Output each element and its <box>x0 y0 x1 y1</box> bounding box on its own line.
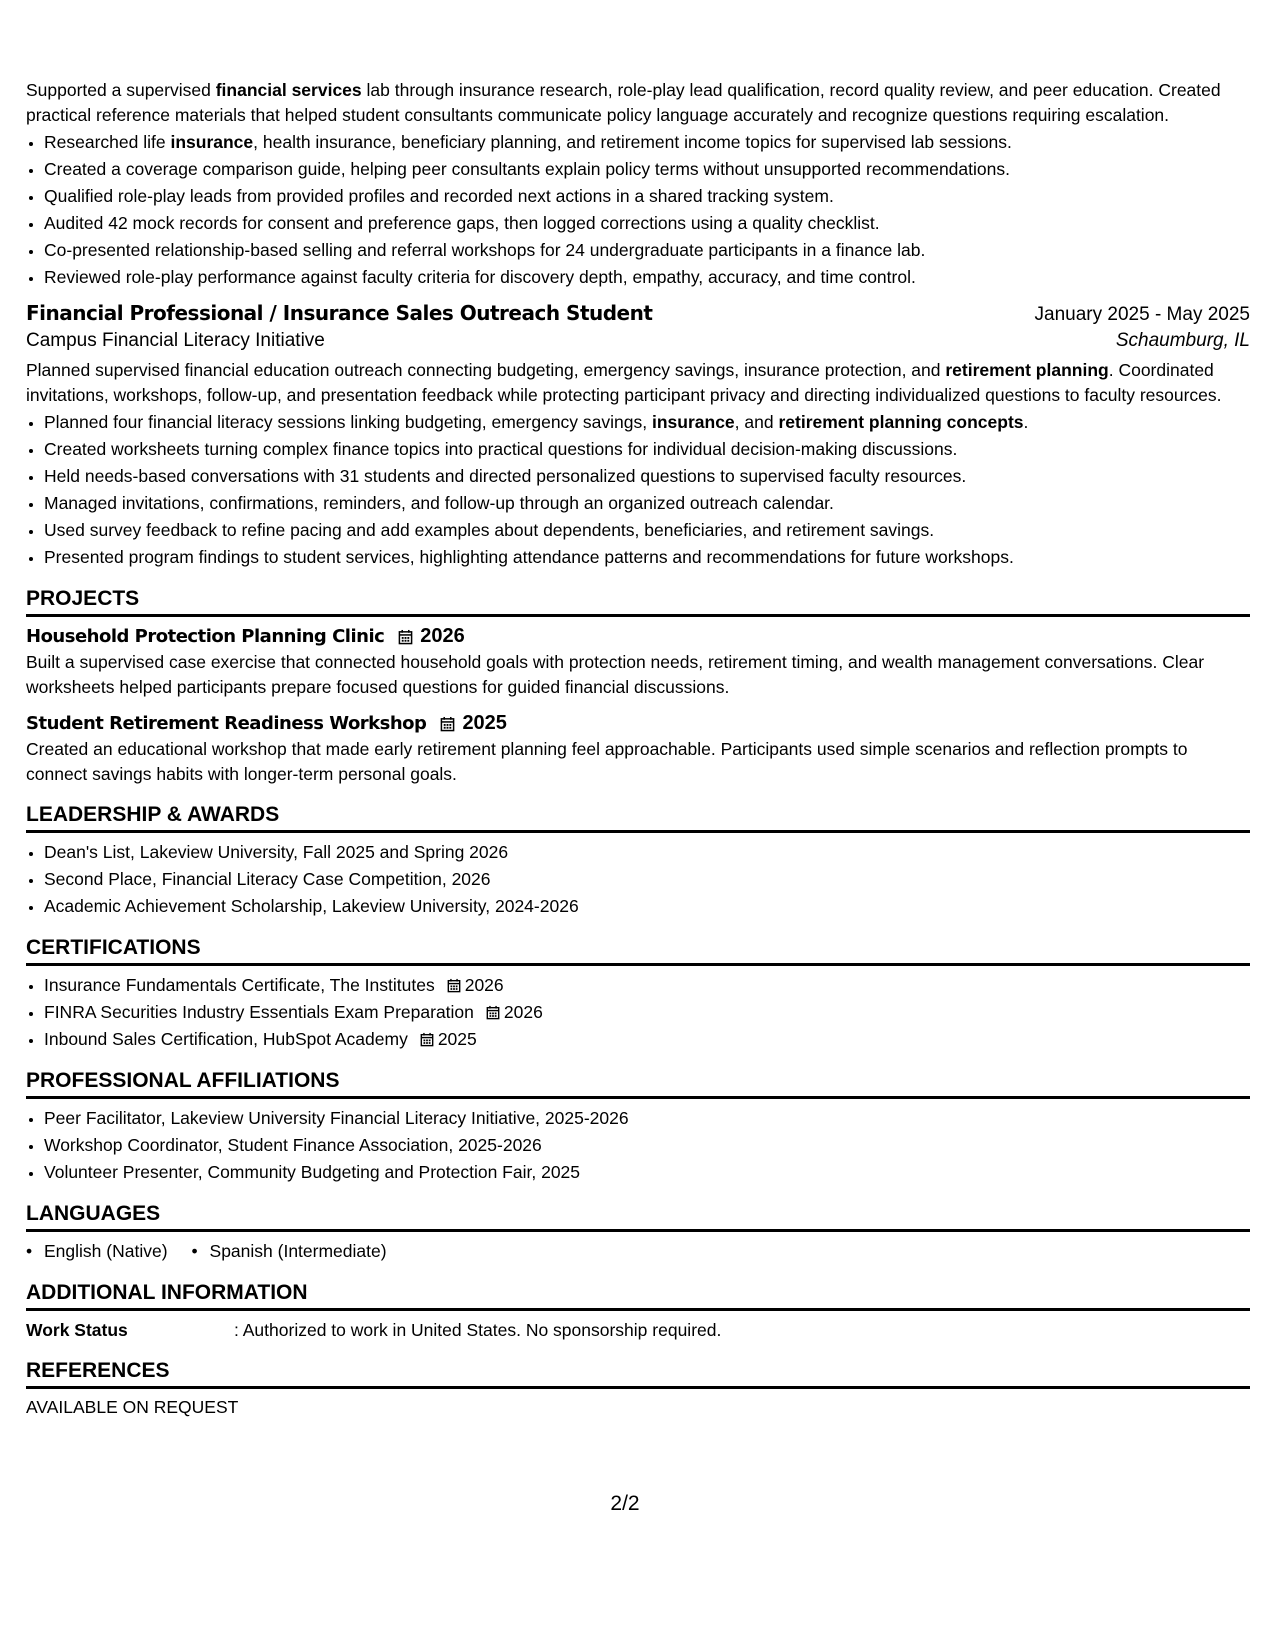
calendar-icon <box>486 1005 500 1020</box>
section-title-references: REFERENCES <box>26 1359 1250 1389</box>
certifications-list <box>26 972 1250 1053</box>
list-item: • Researched life insurance, health insurance, beneficiary planning, and retirement income topics for supervised lab sessions. <box>44 129 1250 156</box>
job-title: Financial Professional / Insurance Sales Outreach Student <box>26 301 653 325</box>
references-text: AVAILABLE ON REQUEST <box>26 1397 239 1417</box>
list-item: • Inbound Sales Certification, HubSpot Academy 2025 <box>44 1026 1250 1053</box>
list-item: • Managed invitations, confirmations, reminders, and follow-up through an organized outreach calendar. <box>44 490 1250 517</box>
list-item: • Held needs-based conversations with 31 students and directed personalized questions to supervised faculty resources. <box>44 463 1250 490</box>
list-item: • Academic Achievement Scholarship, Lakeview University, 2024-2026 <box>44 893 1250 920</box>
project-title: Student Retirement Readiness Workshop 2025 <box>26 712 507 734</box>
section-title-projects: PROJECTS <box>26 587 1250 617</box>
project-year: 2025 <box>462 712 507 734</box>
list-item: • Spanish (Intermediate) <box>192 1238 387 1265</box>
list-item: • Volunteer Presenter, Community Budgeting and Protection Fair, 2025 <box>44 1159 1250 1186</box>
project-description: Built a supervised case exercise that connected household goals with protection needs, retirement timing, and wealth management conversations. Clear worksheets helped participants prepare focused questions for guided financial discussions. <box>26 652 1205 697</box>
calendar-icon <box>440 716 455 732</box>
job-bullets <box>26 409 1250 571</box>
work-status-row <box>26 1317 1250 1343</box>
page-number: 2/2 <box>610 1492 640 1515</box>
list-item: • Peer Facilitator, Lakeview University Financial Literacy Initiative, 2025-2026 <box>44 1105 1250 1132</box>
project-year: 2026 <box>420 625 465 647</box>
project-description: Created an educational workshop that made early retirement planning feel approachable. Participants used simple scenarios and reflection prompts to connect savings habits with longer-term personal goals. <box>26 739 1188 784</box>
section-title-affiliations: PROFESSIONAL AFFILIATIONS <box>26 1069 1250 1099</box>
calendar-icon <box>398 629 413 645</box>
list-item: • Reviewed role-play performance against faculty criteria for discovery depth, empathy, accuracy, and time control. <box>44 264 1250 291</box>
list-item: • Created worksheets turning complex finance topics into practical questions for individual decision-making discussions. <box>44 436 1250 463</box>
list-item: • Co-presented relationship-based selling and referral workshops for 24 undergraduate participants in a finance lab. <box>44 237 1250 264</box>
job-summary: Planned supervised financial education outreach connecting budgeting, emergency savings, insurance protection, and retirement planning. Coordinated invitations, workshops, follow-up, and presentation feedback while protecting participant privacy and directing individualized questions to faculty resources. <box>26 360 1222 405</box>
leadership-list <box>26 839 1250 920</box>
section-title-additional: ADDITIONAL INFORMATION <box>26 1281 1250 1311</box>
job-location: Schaumburg, IL <box>1115 330 1250 351</box>
list-item: • Workshop Coordinator, Student Finance Association, 2025-2026 <box>44 1132 1250 1159</box>
job-dates: January 2025 - May 2025 <box>1034 304 1250 325</box>
section-title-languages: LANGUAGES <box>26 1202 1250 1232</box>
job-header <box>26 301 1250 326</box>
list-item: • Audited 42 mock records for consent and preference gaps, then logged corrections using a quality checklist. <box>44 210 1250 237</box>
list-item: • Planned four financial literacy sessions linking budgeting, emergency savings, insurance, and retirement planning concepts. <box>44 409 1250 436</box>
section-title-leadership: LEADERSHIP & AWARDS <box>26 803 1250 833</box>
section-title-certifications: CERTIFICATIONS <box>26 936 1250 966</box>
list-item: • Created a coverage comparison guide, helping peer consultants explain policy terms without unsupported recommendations. <box>44 156 1250 183</box>
resume-page <box>26 78 1250 1418</box>
experience-summary: Supported a supervised financial services lab through insurance research, role-play lead qualification, record quality review, and peer education. Created practical reference materials that helped student consultants communicate policy language accurately and recognize questions requiring escalation. <box>26 80 1221 125</box>
list-item: • Used survey feedback to refine pacing and add examples about dependents, beneficiaries, and retirement savings. <box>44 517 1250 544</box>
languages-list <box>26 1238 1250 1265</box>
affiliations-list <box>26 1105 1250 1186</box>
work-status-label: Work Status <box>26 1320 128 1340</box>
experience-bullets <box>26 129 1250 291</box>
list-item: • Second Place, Financial Literacy Case Competition, 2026 <box>44 866 1250 893</box>
job-organization: Campus Financial Literacy Initiative <box>26 330 325 351</box>
list-item: • English (Native) <box>26 1238 168 1265</box>
work-status-value: : Authorized to work in United States. No sponsorship required. <box>234 1320 722 1340</box>
calendar-icon <box>420 1032 434 1047</box>
list-item: • FINRA Securities Industry Essentials Exam Preparation 2026 <box>44 999 1250 1026</box>
list-item: • Presented program findings to student services, highlighting attendance patterns and recommendations for future workshops. <box>44 544 1250 571</box>
list-item: • Insurance Fundamentals Certificate, The Institutes 2026 <box>44 972 1250 999</box>
list-item: • Dean's List, Lakeview University, Fall 2025 and Spring 2026 <box>44 839 1250 866</box>
list-item: • Qualified role-play leads from provided profiles and recorded next actions in a shared tracking system. <box>44 183 1250 210</box>
job-subheader <box>26 330 1250 352</box>
calendar-icon <box>447 978 461 993</box>
project-title: Household Protection Planning Clinic 2026 <box>26 625 465 647</box>
